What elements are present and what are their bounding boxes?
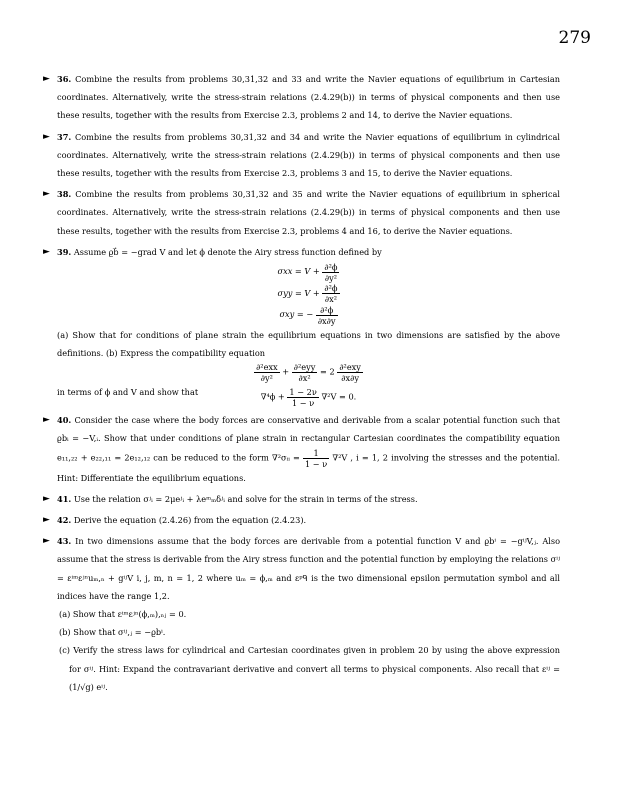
bullet-arrow-icon: ► <box>43 74 50 84</box>
problem-text: Derive the equation (2.4.26) from the equation (2.4.23). <box>73 514 307 525</box>
final-lhs: ∇⁴ϕ + <box>260 391 285 402</box>
part-a: (a) Show that εⁱᵐεʲⁿ(ϕ,ₘ),ₙⱼ = 0. <box>59 608 187 619</box>
problem-41 <box>43 490 560 508</box>
bullet-arrow-icon: ► <box>43 131 50 142</box>
problem-text-2: ∇²V , i = 1, 2 <box>332 452 388 463</box>
bullet-arrow-icon: ► <box>43 493 50 504</box>
problem-43 <box>43 532 560 696</box>
eq3-denominator: ∂x∂y <box>317 315 336 326</box>
compat-num-1: ∂²exx <box>256 361 278 372</box>
eq2-lhs: σyy = V + <box>277 287 320 298</box>
page-content <box>43 70 561 699</box>
page-number: 279 <box>558 28 591 48</box>
bullet-arrow-icon: ► <box>43 514 50 525</box>
problem-38 <box>43 185 560 240</box>
problem-intro: Assume ϱb⃗ = −grad V and let ϕ denote the Airy stress function defined by <box>73 246 382 257</box>
problem-number: 38. <box>57 189 72 200</box>
final-numerator: 1 − 2ν <box>289 387 317 398</box>
problem-number: 37. <box>57 131 72 142</box>
final-denominator: 1 − ν <box>291 398 315 409</box>
problem-37 <box>43 128 560 183</box>
eq3-lhs: σxy = − <box>279 309 314 320</box>
bullet-arrow-icon: ► <box>43 536 50 547</box>
compat-plus: + <box>282 366 290 377</box>
problem-number: 39. <box>57 246 72 257</box>
problem-number: 41. <box>57 493 72 504</box>
problem-40 <box>43 411 561 487</box>
compat-equals: = 2 <box>320 366 335 377</box>
compat-num-3: ∂²exy <box>339 361 361 372</box>
problem-number: 36. <box>57 74 72 84</box>
problem-number: 40. <box>57 415 72 426</box>
p40-numerator: 1 <box>303 448 329 459</box>
problem-number: 43. <box>57 536 72 547</box>
compatibility-equation <box>57 362 560 383</box>
problem-39 <box>43 243 560 409</box>
part-a-text: (a) Show that for conditions of plane strain the equilibrium equations in two dimensions are satisfied by the above definitions. (b) Express the compatibility equation <box>57 329 560 358</box>
problem-36 <box>43 70 561 125</box>
problem-text: Combine the results from problems 30,31,32 and 33 and write the Navier equations of equilibrium in Cartesian coordinates. Alternatively, write the stress-strain relations (2.4.29(b)) in terms of physical components and then use these results, together with the results from Exercise 2.3, problems 2 and 14, to derive the Navier equations. <box>57 74 561 121</box>
p40-denominator: 1 − ν <box>304 458 328 469</box>
final-rhs: ∇²V = 0. <box>321 391 357 402</box>
eq2-denominator: ∂x² <box>324 294 338 305</box>
bullet-arrow-icon: ► <box>43 189 50 200</box>
problem-text: Combine the results from problems 30,31,32 and 34 and write the Navier equations of equilibrium in cylindrical coordinates. Alternatively, write the stress-strain relations (2.4.29(b)) in terms of physical components and then use these results, together with the results from Exercise 2.3, problems 3 and 15, to derive the Navier equations. <box>57 131 560 179</box>
eq1-lhs: σxx = V + <box>277 266 320 277</box>
eq3-numerator: ∂²ϕ <box>316 305 338 316</box>
terms-text: in terms of ϕ and V and show that <box>57 386 199 397</box>
airy-equations <box>57 261 560 326</box>
problem-text-3: involving the stresses and the potential. Hint: Differentiate the equilibrium equations. <box>57 452 561 483</box>
problem-text: Use the relation σʲᵢ = 2μeʲᵢ + λeᵐₘδʲᵢ and solve for the strain in terms of the stress. <box>73 493 418 504</box>
problem-text: Combine the results from problems 30,31,32 and 35 and write the Navier equations of equilibrium in spherical coordinates. Alternatively, write the stress-strain relations (2.4.29(b)) in terms of physical components and then use these results, together with the results from Exercise 2.3, problems 4 and 16, to derive the Navier equations. <box>57 189 560 236</box>
problem-text: Consider the case where the body forces are conservative and derivable from a scalar potential function such that ϱbᵢ = −V,ᵢ. Show that under conditions of plane strain in rectangular Cartesian coordinates the compatibility equation e₁₁,₂₂ + e₂₂,₁₁ = 2e₁₂,₁₂ can be reduced to the form ∇²σᵢᵢ = <box>57 415 560 463</box>
bullet-arrow-icon: ► <box>43 415 50 426</box>
compat-num-2: ∂²eyy <box>293 361 316 372</box>
part-b: (b) Show that σⁱʲ,ⱼ = −ϱbⁱ. <box>59 627 166 638</box>
problem-42 <box>43 511 560 529</box>
part-c: (c) Verify the stress laws for cylindrical and Cartesian coordinates given in problem 20 by using the above expression for σⁱʲ. Hint: Expand the contravariant derivative and convert all terms to physical components. Also recall that εⁱʲ = (1/√g) eⁱʲ. <box>59 645 560 692</box>
compat-den-3: ∂x∂y <box>341 372 359 383</box>
eq1-numerator: ∂²ϕ <box>324 261 338 272</box>
bullet-arrow-icon: ► <box>43 246 50 257</box>
eq2-numerator: ∂²ϕ <box>324 283 338 294</box>
compat-den-1: ∂y² <box>260 372 273 383</box>
eq1-denominator: ∂y² <box>324 272 337 283</box>
problem-text: In two dimensions assume that the body forces are derivable from a potential function V and ϱbⁱ = −gⁱʲV,ⱼ. Also assume that the stress is derivable from the Airy stress function and the potential function by employing the relations σⁱʲ = εⁱᵐεʲⁿuₘ,ₙ + gⁱʲV i, j, m, n = 1, 2 where uₘ = ϕ,ₘ and εᵖᑫ is the two dimensional epsilon permutation symbol and all indices have the range 1,2. <box>57 536 560 601</box>
compat-den-2: ∂x² <box>298 372 311 383</box>
problem-number: 42. <box>57 514 72 525</box>
